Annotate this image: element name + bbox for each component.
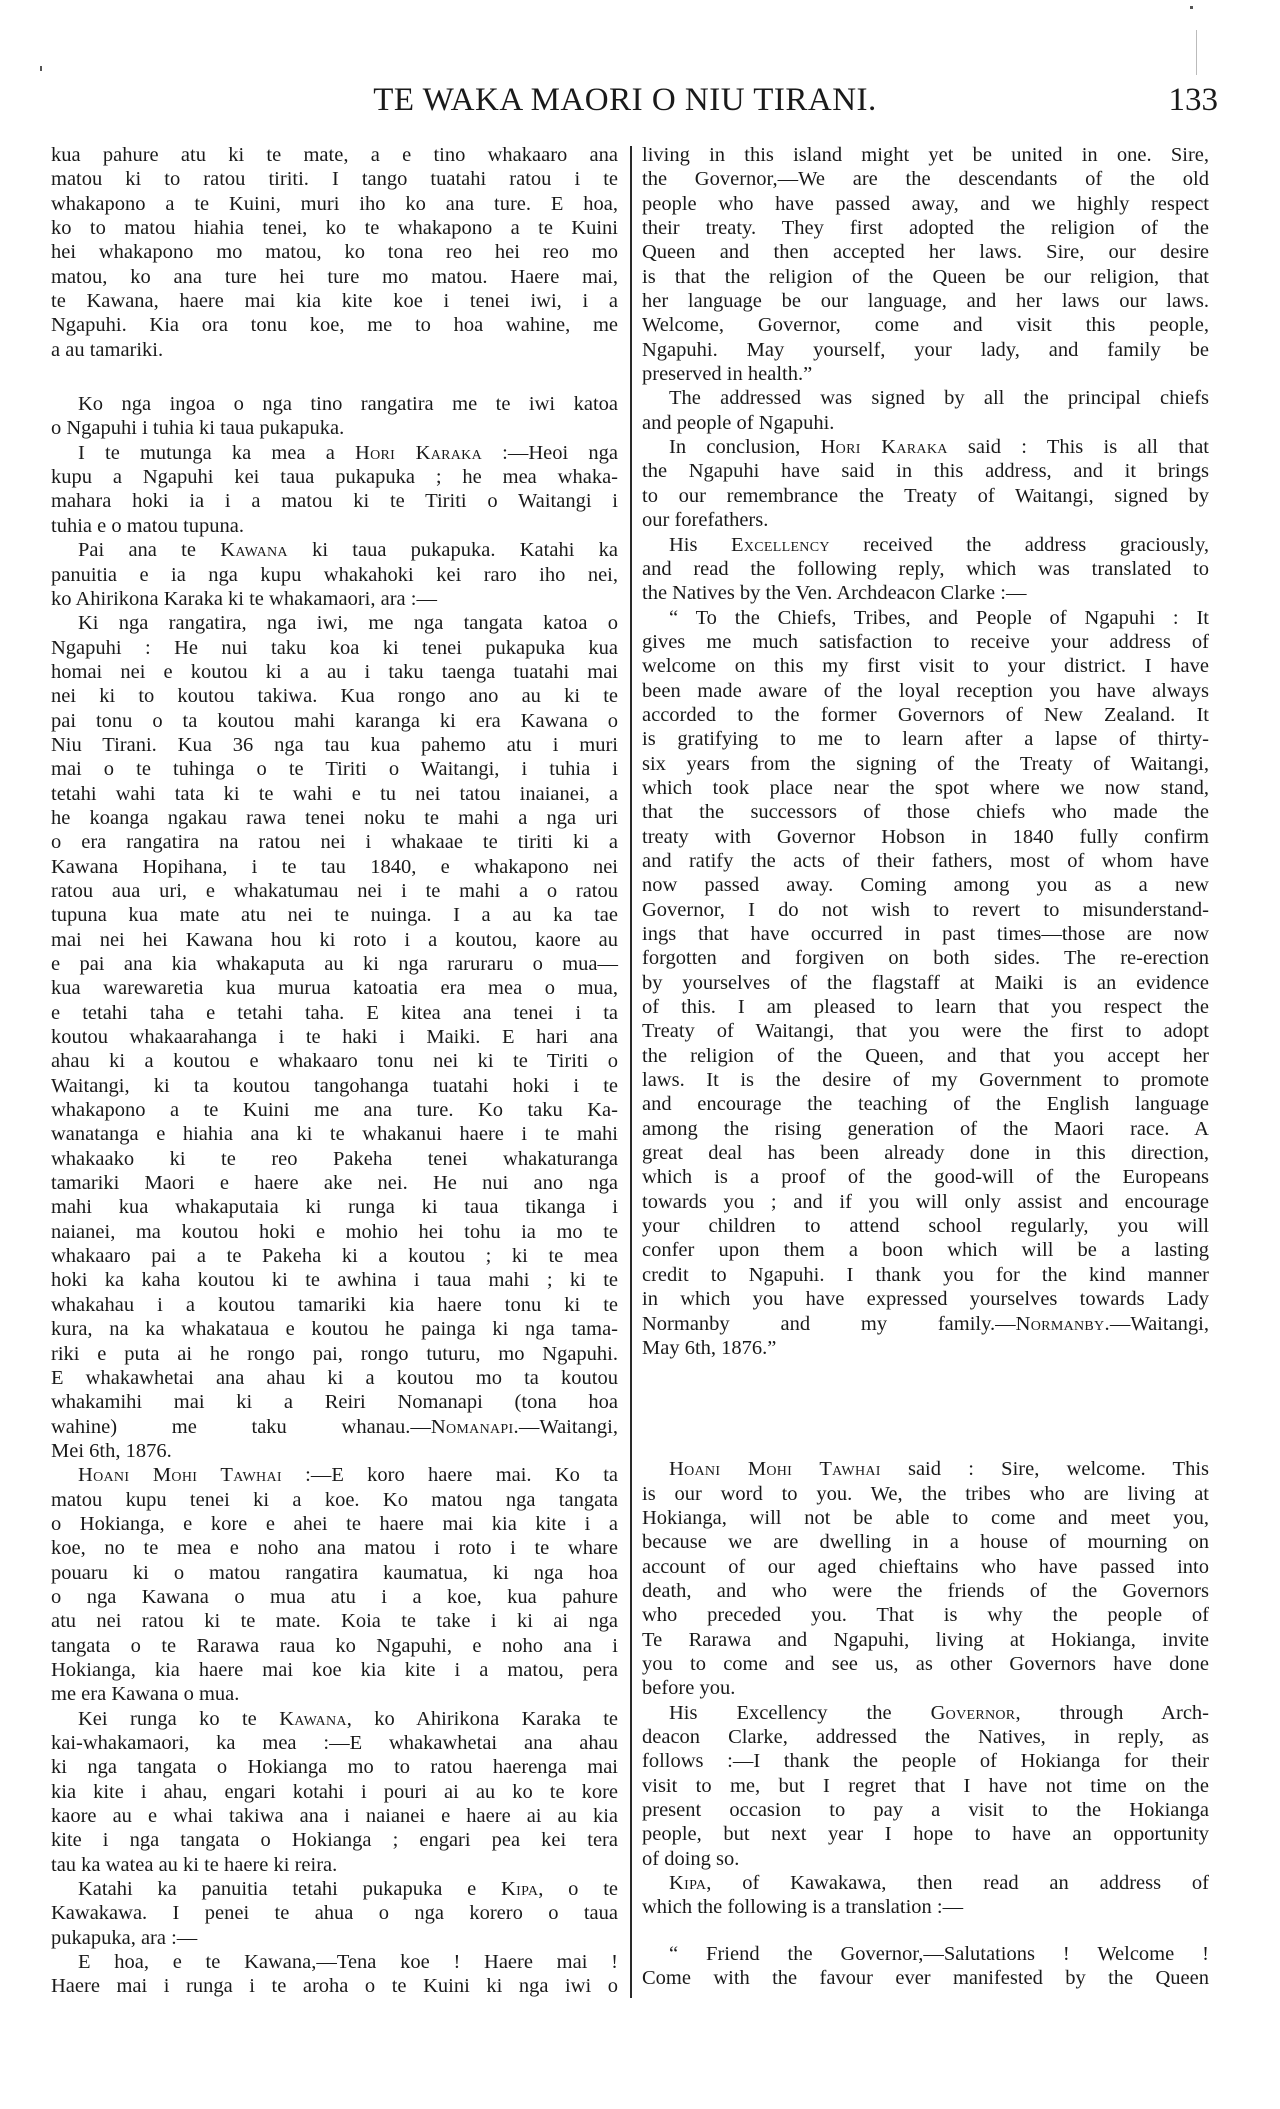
text-line: kai-whakamaori, ka mea :—E whakawhetai ana ahau bbox=[51, 1732, 618, 1754]
text-line: whakamihi mai ki a Reiri Nomanapi (tona hoa bbox=[51, 1391, 618, 1414]
text-line bbox=[51, 538, 618, 562]
text-line: hoki ka kaha koutou ki te awhina i taua mahi ; ki te bbox=[51, 1269, 618, 1292]
text-segment: :—E koro haere mai. Ko ta bbox=[281, 1464, 618, 1487]
text-line: Niu Tirani. Kua 36 nga tau kua pahemo atu i muri bbox=[51, 733, 618, 756]
text-line: kua warewaretia kua murua katoatia era mea o mua, bbox=[51, 977, 618, 1000]
text-line: te Kawana, haere mai kia kite koe i tenei iwi, i a bbox=[51, 290, 618, 313]
text-line: koe, no te mea e noho ana matou i roto i te whare bbox=[51, 1537, 618, 1560]
text-line: naianei, ma koutou hoki e mohio hei tohu ia mo te bbox=[51, 1220, 618, 1243]
text-line: who preceded you. That is why the people of bbox=[642, 1604, 1209, 1627]
text-line: May 6th, 1876.” bbox=[642, 1336, 777, 1359]
text-line: before you. bbox=[642, 1677, 736, 1700]
text-line: whakahau i a koutou tamariki kia haere tonu ki te bbox=[51, 1293, 618, 1316]
text-line: mahara hoki ia i a matou ki te Tiriti o Waitangi i bbox=[51, 490, 618, 513]
text-line: visit to me, but I regret that I have not time on the bbox=[642, 1774, 1209, 1797]
text-line: pukapuka, ara :— bbox=[51, 1926, 198, 1949]
text-line: matou ki to ratou tiriti. I tango tuatahi ratou i te bbox=[51, 168, 618, 191]
text-segment: —Waitangi, bbox=[518, 1415, 618, 1438]
text-line: tuhia e o matou tupuna. bbox=[51, 514, 244, 537]
text-line: whakaako ki te reo Pakeha tenei whakaturanga bbox=[51, 1147, 618, 1170]
paragraph bbox=[642, 143, 1209, 386]
text-line: towards you ; and if you will only assist and encourage bbox=[642, 1190, 1209, 1213]
text-segment: , of Kawakawa, then read an address of bbox=[706, 1872, 1209, 1895]
text-line: pai tonu o ta koutou mahi karanga ki era Kawana o bbox=[51, 709, 618, 732]
text-line: laws. It is the desire of my Government to promote bbox=[642, 1069, 1209, 1092]
text-line: o nga Kawana o mua atu i a koe, kua pahure bbox=[51, 1585, 618, 1608]
small-caps-name: Kipa bbox=[669, 1872, 707, 1895]
text-line: mai nei hei Kawana hou ki roto i a koutou, kaore au bbox=[51, 928, 618, 951]
text-line bbox=[642, 1457, 1209, 1481]
text-line: of doing so. bbox=[642, 1847, 740, 1870]
text-line: e tetahi taha e tetahi taha. E kitea ana tenei i ta bbox=[51, 1001, 618, 1024]
small-caps-name: Hoani Mohi Tawhai bbox=[78, 1464, 282, 1487]
text-line: whakaaro pai a te Pakeha ki a koutou ; ki te mea bbox=[51, 1245, 618, 1268]
print-speck bbox=[1196, 30, 1197, 75]
text-line: Ngapuhi. May yourself, your lady, and family be bbox=[642, 338, 1209, 361]
text-line: account of our aged chieftains who have passed into bbox=[642, 1555, 1209, 1578]
text-line: o era rangatira na ratou nei i whakaae te tiriti ki a bbox=[51, 831, 618, 854]
text-line: confer upon them a boon which will be a lasting bbox=[642, 1239, 1209, 1262]
text-segment: I te mutunga ka mea a bbox=[78, 441, 356, 464]
text-line bbox=[642, 1701, 1209, 1725]
text-line: follows :—I thank the people of Hokianga for their bbox=[642, 1750, 1209, 1773]
text-line: ratou aua uri, e whakatumau nei i te mahi a o ratou bbox=[51, 879, 618, 902]
text-line bbox=[51, 441, 618, 465]
text-line: because we are dwelling in a house of mourning on bbox=[642, 1531, 1209, 1554]
text-segment: Kei runga ko te bbox=[78, 1707, 280, 1730]
text-line: Kawakawa. I penei te ahua o nga korero o taua bbox=[51, 1902, 618, 1925]
text-line: people who have passed away, and we highly respect bbox=[642, 192, 1209, 215]
paragraph bbox=[642, 533, 1209, 606]
text-line: and people of Ngapuhi. bbox=[642, 411, 835, 434]
paragraph bbox=[51, 1950, 618, 1999]
print-speck bbox=[40, 66, 42, 71]
text-line: Ngapuhi : He nui taku koa ki tenei pukapuka kua bbox=[51, 636, 618, 659]
text-segment: In conclusion, bbox=[669, 436, 821, 459]
text-line: homai nei e koutou ki a au i taku taenga tuatahi mai bbox=[51, 660, 618, 683]
text-line: six years from the signing of the Treaty of Waitangi, bbox=[642, 752, 1209, 775]
text-line: pouaru ki o matou rangatira kaumatua, ki nga hoa bbox=[51, 1561, 618, 1584]
text-line bbox=[642, 1312, 1209, 1336]
text-line: Mei 6th, 1876. bbox=[51, 1439, 172, 1462]
text-line: which is a proof of the good-will of the Europeans bbox=[642, 1166, 1209, 1189]
text-line: o Hokianga, e kore e ahei te haere mai kia kite i a bbox=[51, 1512, 618, 1535]
text-line: e pai ana kia whakaputa au ki nga raruraru o mua— bbox=[51, 953, 618, 975]
text-line: Hokianga, kia haere mai koe kia kite i a matou, pera bbox=[51, 1658, 618, 1681]
text-line: atu nei ratou ki te mate. Koia te take i ki ai nga bbox=[51, 1610, 618, 1633]
page-number: 133 bbox=[1168, 82, 1218, 118]
text-line: treaty with Governor Hobson in 1840 fully confirm bbox=[642, 825, 1209, 848]
paragraph bbox=[642, 386, 1209, 435]
text-line: ings that have occurred in past times—those are now bbox=[642, 923, 1209, 945]
text-line: kupu a Ngapuhi kei taua pukapuka ; he mea whaka- bbox=[51, 466, 618, 489]
text-line: Come with the favour ever manifested by the Queen bbox=[642, 1967, 1209, 1990]
text-line: whakapono a te Kuini, muri iho ko ana ture. E hoa, bbox=[51, 192, 618, 215]
paragraph bbox=[51, 1707, 618, 1877]
paragraph bbox=[642, 606, 1209, 1361]
paragraph bbox=[51, 538, 618, 611]
text-line: by yourselves of the flagstaff at Maiki is an evidence bbox=[642, 971, 1209, 994]
text-line: forgotten and forgiven on both sides. The re-erection bbox=[642, 947, 1209, 970]
text-line: he koanga ngakau rawa tenei noku te mahi a nga uri bbox=[51, 806, 618, 829]
text-segment: , ko Ahirikona Karaka te bbox=[346, 1707, 618, 1730]
text-segment: —Waitangi, bbox=[1109, 1312, 1209, 1335]
text-line bbox=[51, 1707, 618, 1731]
text-line: is gratifying to me to learn after a lapse of thirty- bbox=[642, 728, 1209, 751]
text-line: Kawana Hopihana, i te tau 1840, e whakapono nei bbox=[51, 855, 618, 878]
text-line: mahi kua whakaputaia ki runga ki taua tikanga i bbox=[51, 1196, 618, 1219]
paragraph bbox=[642, 1701, 1209, 1871]
text-line: ko Ahirikona Karaka ki te whakamaori, ara :— bbox=[51, 587, 437, 610]
text-line: ki nga tangata o Hokianga mo to ratou haerenga mai bbox=[51, 1756, 618, 1779]
text-line: Treaty of Waitangi, that you were the first to adopt bbox=[642, 1020, 1209, 1043]
text-segment: Normanby and my family.— bbox=[642, 1312, 1016, 1335]
small-caps-name: Hoani Mohi Tawhai bbox=[669, 1458, 881, 1481]
text-line: E whakawhetai ana ahau ki a koutou mo ta koutou bbox=[51, 1366, 618, 1389]
text-segment: Pai ana te bbox=[78, 539, 221, 562]
paragraph bbox=[51, 1877, 618, 1950]
text-line bbox=[51, 1877, 618, 1901]
text-line: and encourage the teaching of the English language bbox=[642, 1093, 1209, 1116]
text-line: tau ka watea au ki te haere ki reira. bbox=[51, 1853, 338, 1876]
small-caps-name: Hori Karaka bbox=[355, 441, 482, 464]
text-line bbox=[51, 1415, 618, 1439]
text-segment: His bbox=[669, 533, 732, 556]
small-caps-name: Kawana bbox=[220, 539, 288, 562]
text-segment: His Excellency the bbox=[669, 1701, 931, 1724]
text-line: Haere mai i runga i te aroha o te Kuini ki nga iwi o bbox=[51, 1975, 618, 1998]
text-segment: wahine) me taku whanau.— bbox=[51, 1415, 431, 1438]
text-line: the Governor,—We are the descendants of the old bbox=[642, 168, 1209, 191]
text-line: whakapono a te Kuini me ana ture. Ko taku Ka- bbox=[51, 1099, 618, 1122]
text-line: her language be our language, and her laws our laws. bbox=[642, 290, 1209, 313]
small-caps-name: Excellency bbox=[731, 533, 830, 556]
text-line bbox=[51, 1463, 618, 1487]
text-line: riki e puta ai he rongo pai, rongo tuturu, mo Ngapuhi. bbox=[51, 1342, 618, 1365]
text-line: a au tamariki. bbox=[51, 338, 164, 361]
text-line: their treaty. They first adopted the religion of the bbox=[642, 217, 1209, 240]
paragraph bbox=[51, 143, 618, 362]
text-line: ko to matou hiahia tenei, ko te whakapono a te Kuini bbox=[51, 217, 618, 240]
print-speck bbox=[1190, 6, 1193, 9]
paragraph bbox=[642, 1942, 1209, 1991]
text-line: is our word to you. We, the tribes who are living at bbox=[642, 1482, 1209, 1505]
paragraph bbox=[642, 435, 1209, 532]
text-line: tamariki Maori e haere ake nei. He nui ano nga bbox=[51, 1172, 618, 1195]
small-caps-name: Kawana bbox=[279, 1707, 347, 1730]
right-column bbox=[642, 143, 1209, 1990]
text-line: “ To the Chiefs, Tribes, and People of Ngapuhi : It bbox=[669, 606, 1209, 629]
text-line: the Natives by the Ven. Archdeacon Clarke :— bbox=[642, 582, 1027, 605]
small-caps-name: Normanby. bbox=[1015, 1312, 1110, 1335]
text-line: kite i nga tangata o Hokianga ; engari pea kei tera bbox=[51, 1829, 618, 1852]
text-line: among the rising generation of the Maori race. A bbox=[642, 1117, 1209, 1140]
text-line: of this. I am pleased to learn that you respect the bbox=[642, 996, 1209, 1019]
text-line: accorded to the former Governors of New Zealand. It bbox=[642, 703, 1209, 726]
small-caps-name: Hori Karaka bbox=[820, 436, 948, 459]
text-line: kura, na ka whakataua e koutou he painga ki nga tama- bbox=[51, 1318, 618, 1341]
text-line: Ko nga ingoa o nga tino rangatira me te iwi katoa bbox=[78, 393, 618, 416]
text-line: Queen and then accepted her laws. Sire, our desire bbox=[642, 241, 1209, 264]
text-line: me era Kawana o mua. bbox=[51, 1683, 240, 1706]
text-line: which the following is a translation :— bbox=[642, 1896, 964, 1919]
text-line: mai o te tuhinga o te Tiriti o Waitangi, i tuhia i bbox=[51, 758, 618, 781]
text-line: nei ki to koutou takiwa. Kua rongo ano au ki te bbox=[51, 685, 618, 708]
text-line: living in this island might yet be united in one. Sire, bbox=[642, 144, 1209, 166]
text-line: o Ngapuhi i tuhia ki taua pukapuka. bbox=[51, 417, 345, 440]
small-caps-name: Governor bbox=[930, 1701, 1016, 1724]
text-line: “ Friend the Governor,—Salutations ! Welcome ! bbox=[669, 1942, 1209, 1965]
text-line: Ki nga rangatira, nga iwi, me nga tangata katoa o bbox=[78, 612, 618, 635]
text-line: gives me much satisfaction to receive your address of bbox=[642, 630, 1209, 653]
text-line: that the successors of those chiefs who made the bbox=[642, 801, 1209, 824]
paragraph bbox=[642, 1871, 1209, 1920]
text-line: Ngapuhi. Kia ora tonu koe, me to hoa wahine, me bbox=[51, 314, 618, 337]
text-line: kua pahure atu ki te mate, a e tino whakaaro ana bbox=[51, 144, 618, 166]
text-segment: , o te bbox=[538, 1878, 618, 1901]
text-line: Welcome, Governor, come and visit this people, bbox=[642, 314, 1209, 337]
text-line: preserved in health.” bbox=[642, 363, 813, 386]
text-line: Governor, I do not wish to revert to misunderstand- bbox=[642, 898, 1209, 921]
text-line: deacon Clarke, addressed the Natives, in reply, as bbox=[642, 1725, 1209, 1748]
text-line: tangata o te Rarawa raua ko Ngapuhi, e noho ana i bbox=[51, 1634, 618, 1657]
paragraph bbox=[642, 1457, 1209, 1700]
text-line: matou kupu tenei ki a koe. Ko matou nga tangata bbox=[51, 1488, 618, 1511]
paragraph bbox=[51, 1463, 618, 1706]
text-line: ahau ki a koutou e whakaaro tonu nei ki te Tiriti o bbox=[51, 1050, 618, 1073]
text-line: Waitangi, ki ta koutou tangohanga tuatahi hoki i te bbox=[51, 1074, 618, 1097]
text-line: been made aware of the loyal reception you have always bbox=[642, 679, 1209, 702]
text-line bbox=[642, 1871, 1209, 1895]
text-line: our forefathers. bbox=[642, 509, 769, 532]
text-line: death, and who were the friends of the Governors bbox=[642, 1579, 1209, 1602]
text-segment: ki taua pukapuka. Katahi ka bbox=[287, 539, 618, 562]
text-segment: Katahi ka panuitia tetahi pukapuka e bbox=[78, 1878, 501, 1901]
text-line: kia kite i ahau, engari kotahi i pouri ai au ko te kore bbox=[51, 1780, 618, 1803]
text-segment: received the address graciously, bbox=[829, 533, 1209, 556]
text-line: E hoa, e te Kawana,—Tena koe ! Haere mai ! bbox=[78, 1951, 618, 1974]
text-line: koutou whakaarahanga i te haki i Maiki. E hari ana bbox=[51, 1026, 618, 1049]
text-line: which took place near the spot where we now stand, bbox=[642, 776, 1209, 799]
text-segment: said : This is all that bbox=[947, 436, 1209, 459]
text-line: is that the religion of the Queen be our religion, that bbox=[642, 265, 1209, 288]
text-segment: :—Heoi nga bbox=[482, 441, 618, 464]
text-segment: , through Arch- bbox=[1015, 1701, 1209, 1724]
small-caps-name: Nomanapi. bbox=[430, 1415, 519, 1438]
text-line: tupuna kua mate atu nei te nuinga. I a au ka tae bbox=[51, 904, 618, 927]
text-line: to our remembrance the Treaty of Waitangi, signed by bbox=[642, 484, 1209, 507]
text-line: panuitia e ia nga kupu whakahoki kei raro iho nei, bbox=[51, 563, 618, 586]
text-line: welcome on this my first visit to your district. I have bbox=[642, 655, 1209, 678]
text-line: the religion of the Queen, and that you accept her bbox=[642, 1044, 1209, 1067]
text-line: wanatanga e hiahia ana ki te whakanui haere i te mahi bbox=[51, 1123, 618, 1146]
text-segment: said : Sire, welcome. This bbox=[880, 1458, 1209, 1481]
text-line: people, but next year I hope to have an opportunity bbox=[642, 1823, 1209, 1846]
paragraph bbox=[51, 392, 618, 441]
text-line: present occasion to pay a visit to the Hokianga bbox=[642, 1799, 1209, 1821]
text-line: and read the following reply, which was translated to bbox=[642, 557, 1209, 580]
small-caps-name: Kipa bbox=[501, 1878, 539, 1901]
text-line: credit to Ngapuhi. I thank you for the kind manner bbox=[642, 1263, 1209, 1286]
text-line: your children to attend school regularly, you will bbox=[642, 1215, 1209, 1238]
column-divider bbox=[630, 146, 632, 1998]
text-line: kaore au e whai takiwa ana i naianei e haere ai au kia bbox=[51, 1805, 618, 1828]
paragraph bbox=[51, 441, 618, 538]
text-line: you to come and see us, as other Governors have done bbox=[642, 1652, 1209, 1675]
text-line bbox=[642, 435, 1209, 459]
left-column bbox=[51, 143, 618, 1999]
text-line: Hokianga, will not be able to come and meet you, bbox=[642, 1506, 1209, 1529]
text-line: great deal has been already done in this direction, bbox=[642, 1142, 1209, 1165]
text-line: in which you have expressed yourselves towards Lady bbox=[642, 1288, 1209, 1311]
text-line bbox=[642, 533, 1209, 557]
text-line: and ratify the acts of their fathers, most of whom have bbox=[642, 849, 1209, 872]
paragraph bbox=[51, 611, 618, 1463]
text-line: Te Rarawa and Ngapuhi, living at Hokianga, invite bbox=[642, 1628, 1209, 1651]
text-line: The addressed was signed by all the principal chiefs bbox=[669, 387, 1209, 410]
text-line: hei whakapono mo matou, ko tona reo hei reo mo bbox=[51, 241, 618, 264]
text-line: tetahi wahi tata ki te wahi e tu nei tatou inaianei, a bbox=[51, 782, 618, 805]
text-line: now passed away. Coming among you as a new bbox=[642, 874, 1209, 897]
page-title: TE WAKA MAORI O NIU TIRANI. bbox=[373, 82, 877, 118]
text-line: the Ngapuhi have said in this address, and it brings bbox=[642, 460, 1209, 483]
text-line: matou, ko ana ture hei ture mo matou. Haere mai, bbox=[51, 265, 618, 288]
